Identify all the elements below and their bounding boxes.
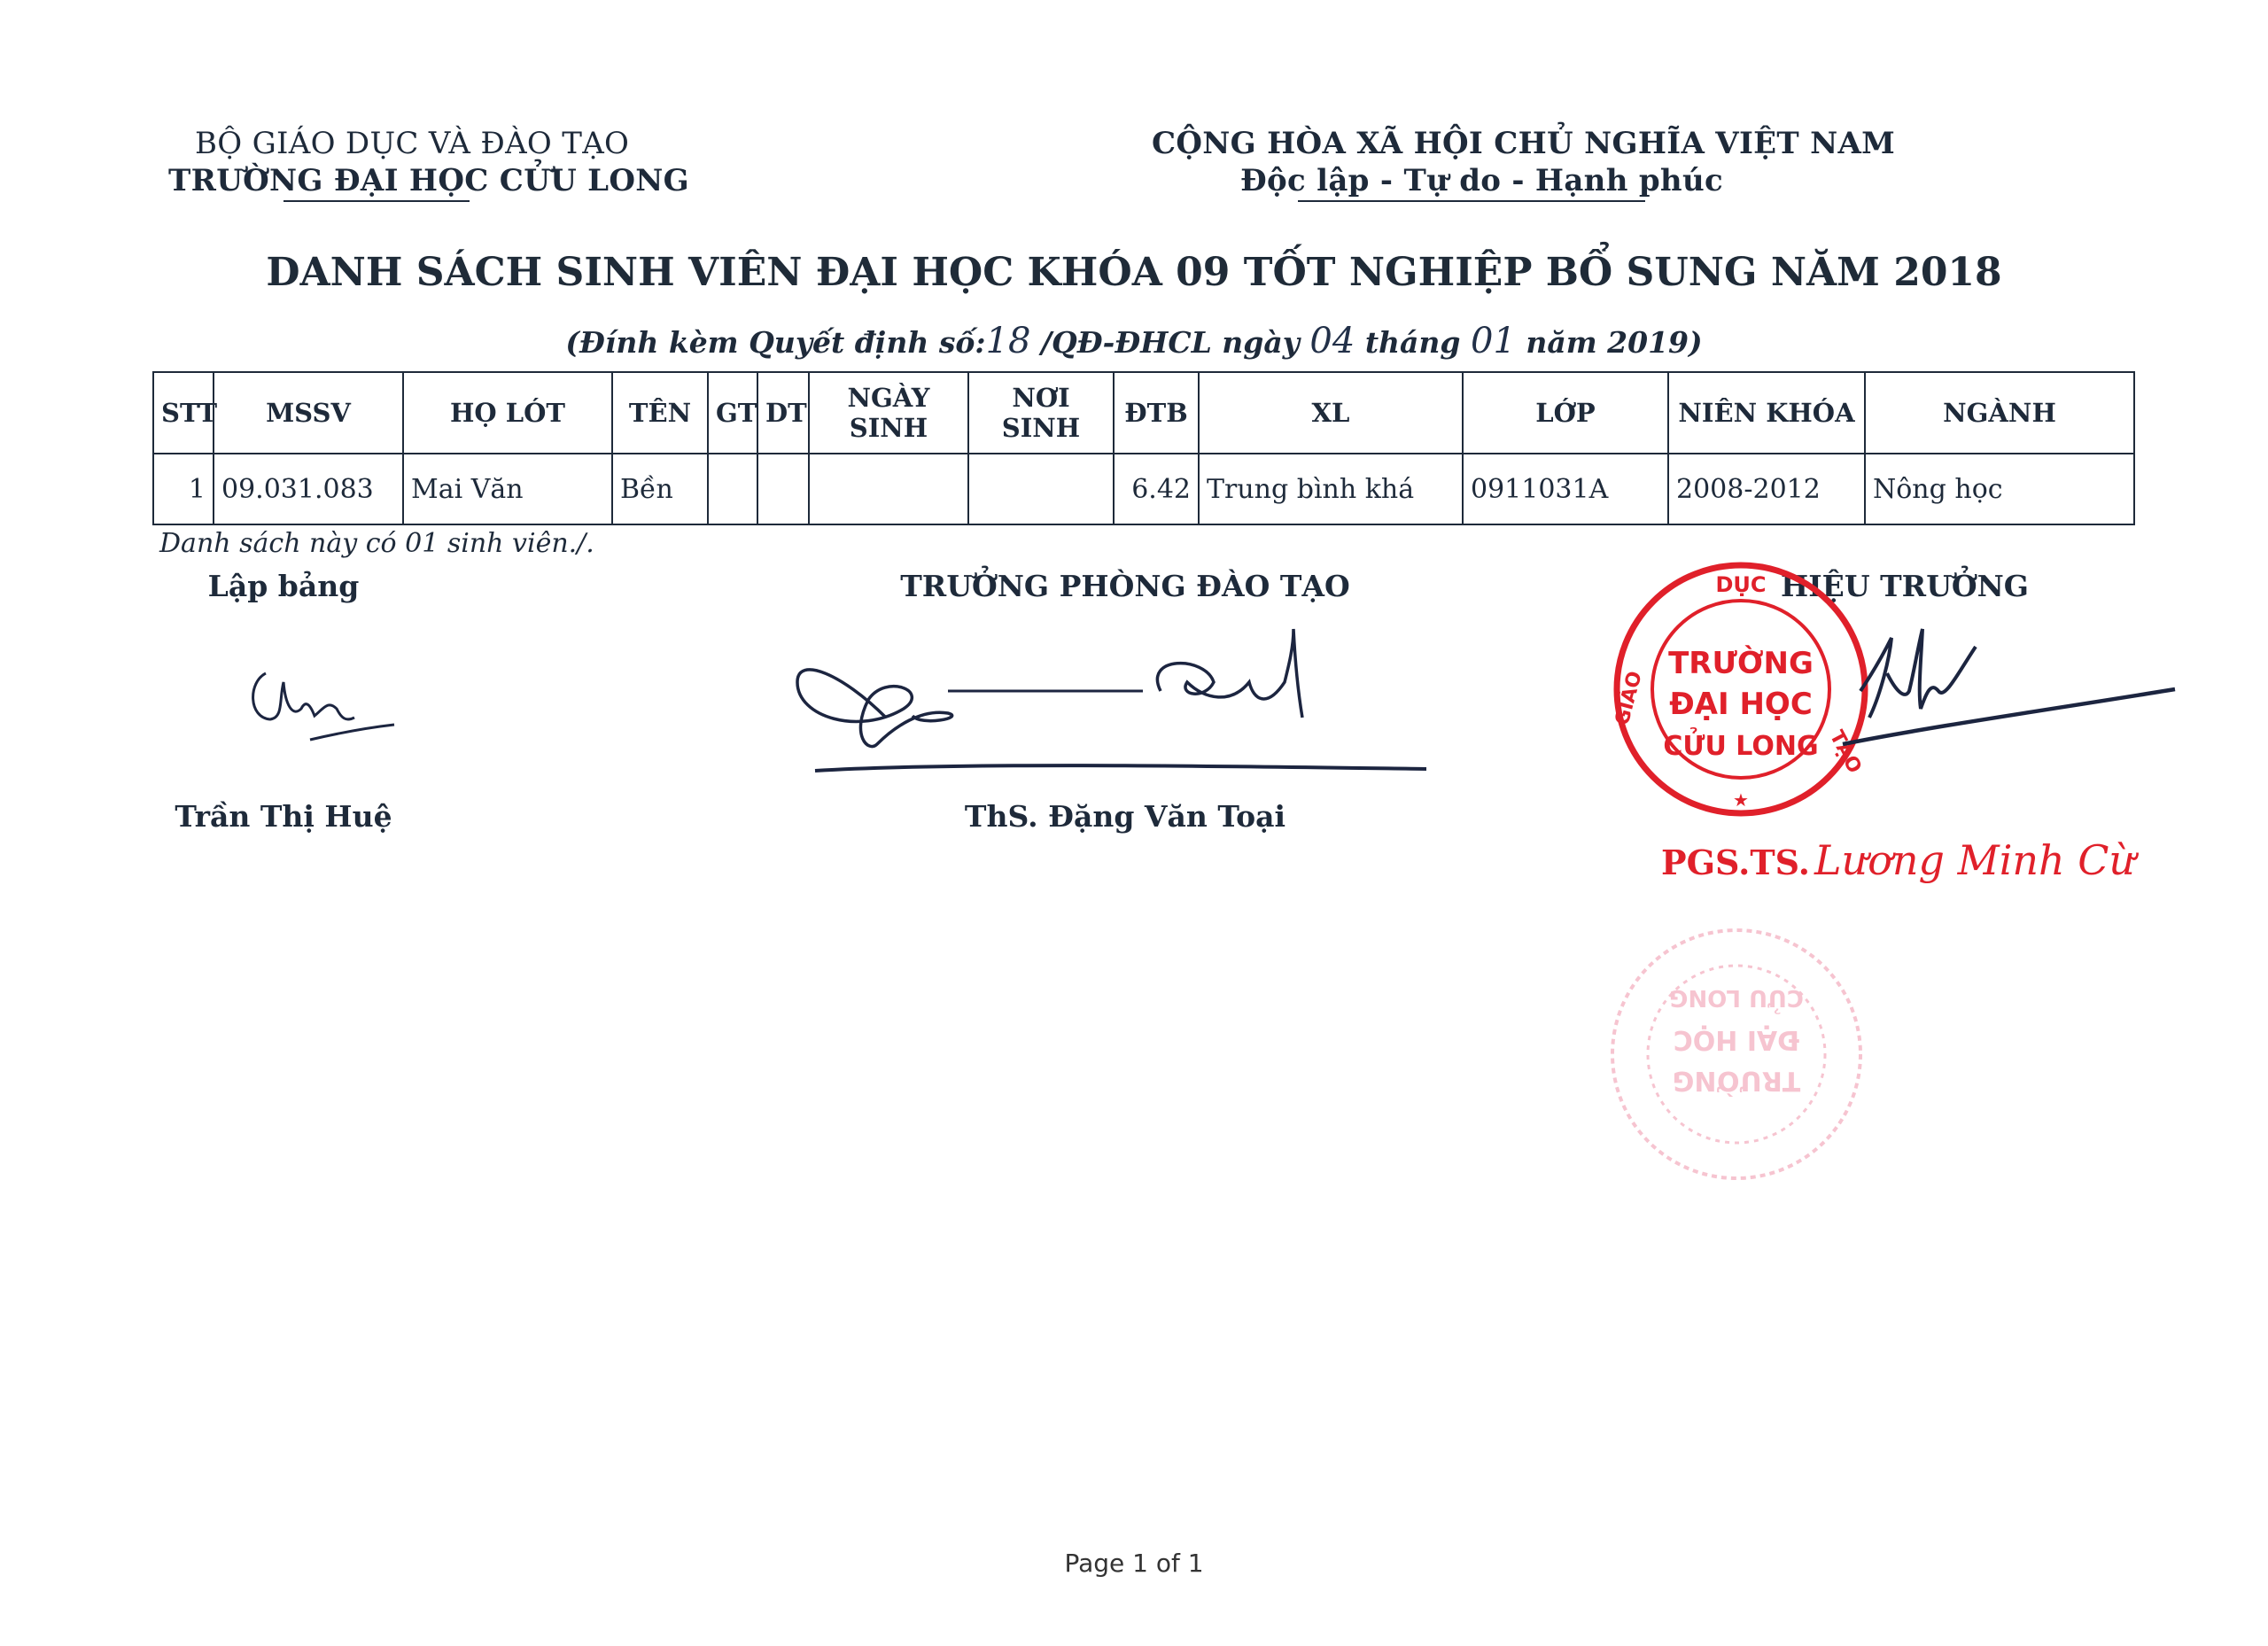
national-motto: Độc lập - Tự do - Hạnh phúc xyxy=(1240,163,1723,198)
decision-mid1: /QĐ-ĐHCL ngày xyxy=(1030,325,1310,360)
university-name: TRƯỜNG ĐẠI HỌC CỬU LONG xyxy=(168,163,689,198)
ministry-name: BỘ GIÁO DỤC VÀ ĐÀO TẠO xyxy=(195,126,630,161)
decision-number: 18 xyxy=(985,321,1031,361)
column-header: TÊN xyxy=(612,372,708,454)
faded-seal-line-2: ĐẠI HỌC xyxy=(1673,1024,1800,1055)
list-note: Danh sách này có 01 sinh viên./. xyxy=(159,528,594,559)
faded-seal-line-1: TRƯỜNG xyxy=(1672,1065,1801,1096)
faded-seal-bleedthrough xyxy=(1595,912,1878,1196)
header-right-rule xyxy=(1298,200,1645,202)
table-cell: Nông học xyxy=(1865,454,2134,524)
column-header: ĐTB xyxy=(1114,372,1199,454)
table-cell: 1 xyxy=(153,454,214,524)
student-table xyxy=(152,371,2135,525)
column-header: GT xyxy=(708,372,757,454)
table-cell: 09.031.083 xyxy=(214,454,403,524)
republic-name: CỘNG HÒA XÃ HỘI CHỦ NGHĨA VIỆT NAM xyxy=(1152,126,1896,161)
table-row xyxy=(153,454,2134,524)
preparer-name: Trần Thị Huệ xyxy=(175,799,392,834)
column-header: NGÀY SINH xyxy=(809,372,968,454)
decision-month: 01 xyxy=(1471,321,1516,361)
seal-star-icon: ★ xyxy=(1733,789,1749,811)
office-head-title: TRƯỞNG PHÒNG ĐÀO TẠO xyxy=(900,569,1350,603)
page-number: Page 1 of 1 xyxy=(1064,1549,1204,1578)
table-cell xyxy=(708,454,757,524)
preparer-title: Lập bảng xyxy=(207,569,360,603)
decision-prefix: (Đính kèm Quyết định số: xyxy=(565,325,986,360)
preparer-signature xyxy=(239,656,399,753)
table-cell xyxy=(809,454,968,524)
rector-degree: PGS.TS. xyxy=(1661,842,1810,882)
table-cell: Mai Văn xyxy=(403,454,612,524)
column-header: MSSV xyxy=(214,372,403,454)
decision-suffix: năm 2019) xyxy=(1515,325,1703,360)
seal-ring-right: TẠO xyxy=(1824,726,1866,778)
column-header: NƠI SINH xyxy=(968,372,1114,454)
table-cell: Trung bình khá xyxy=(1199,454,1463,524)
seal-line-3: CỬU LONG xyxy=(1663,731,1819,762)
rector-title: HIỆU TRƯỞNG xyxy=(1781,569,2029,603)
table-cell xyxy=(968,454,1114,524)
column-header: DT xyxy=(757,372,809,454)
office-head-signature xyxy=(788,620,1435,797)
table-cell: 0911031A xyxy=(1463,454,1668,524)
column-header: LỚP xyxy=(1463,372,1668,454)
decision-day: 04 xyxy=(1309,321,1355,361)
table-cell: 2008-2012 xyxy=(1668,454,1865,524)
column-header: NGÀNH xyxy=(1865,372,2134,454)
decision-reference xyxy=(0,321,2268,361)
header-left-rule xyxy=(284,200,470,202)
rector-name: Lương Minh Cừ xyxy=(1814,836,2136,884)
table-cell xyxy=(757,454,809,524)
seal-line-1: TRƯỜNG xyxy=(1668,646,1814,681)
seal-ring-top: DỤC xyxy=(1715,572,1767,597)
column-header: NIÊN KHÓA xyxy=(1668,372,1865,454)
table-cell: 6.42 xyxy=(1114,454,1199,524)
decision-mid2: tháng xyxy=(1355,325,1471,360)
table-cell: Bền xyxy=(612,454,708,524)
faded-seal-line-3: CỬU LONG xyxy=(1669,984,1804,1011)
table-header-row xyxy=(153,372,2134,454)
rector-name-block xyxy=(1661,836,2135,884)
column-header: XL xyxy=(1199,372,1463,454)
seal-ring-left: GIÁO xyxy=(1611,669,1647,728)
document-title: DANH SÁCH SINH VIÊN ĐẠI HỌC KHÓA 09 TỐT NGHIỆP BỔ SUNG NĂM 2018 xyxy=(266,250,2002,295)
seal-line-2: ĐẠI HỌC xyxy=(1669,687,1813,722)
office-head-name: ThS. Đặng Văn Toại xyxy=(964,799,1286,834)
column-header: HỌ LÓT xyxy=(403,372,612,454)
rector-signature xyxy=(1825,611,2179,771)
column-header: STT xyxy=(153,372,214,454)
